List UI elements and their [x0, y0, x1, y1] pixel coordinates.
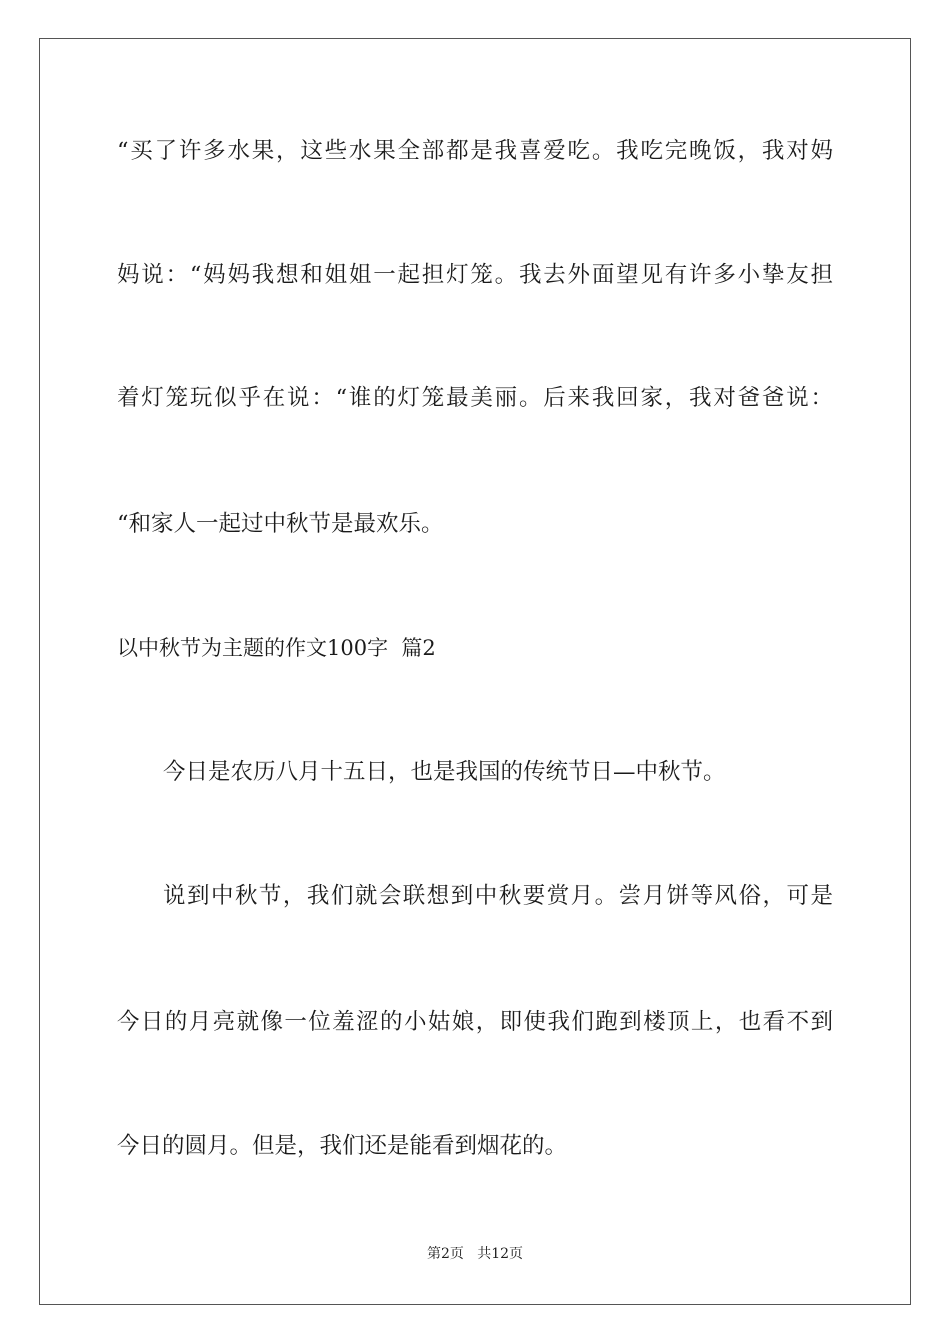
body-text-line: 着灯笼玩似乎在说：“谁的灯笼最美丽。后来我回家，我对爸爸说： — [117, 385, 833, 411]
body-text-line: 今日是农历八月十五日，也是我国的传统节日—中秋节。 — [163, 759, 726, 785]
body-text-line: “买了许多水果，这些水果全部都是我喜爱吃。我吃完晚饭，我对妈 — [117, 138, 833, 164]
body-text-line: 妈说：“妈妈我想和姐姐一起担灯笼。我去外面望见有许多小挚友担 — [117, 262, 833, 288]
section-heading: 以中秋节为主题的作文100字 篇2 — [117, 636, 436, 660]
body-text-line: 今日的月亮就像一位羞涩的小姑娘，即使我们跑到楼顶上，也看不到 — [117, 1009, 833, 1035]
page-number-footer: 第2页 共12页 — [426, 1246, 524, 1262]
body-text-line: 今日的圆月。但是，我们还是能看到烟花的。 — [117, 1133, 568, 1159]
body-text-line: “和家人一起过中秋节是最欢乐。 — [117, 511, 444, 537]
page-border — [39, 38, 911, 1305]
body-text-line: 说到中秋节，我们就会联想到中秋要赏月。尝月饼等风俗，可是 — [163, 883, 833, 909]
